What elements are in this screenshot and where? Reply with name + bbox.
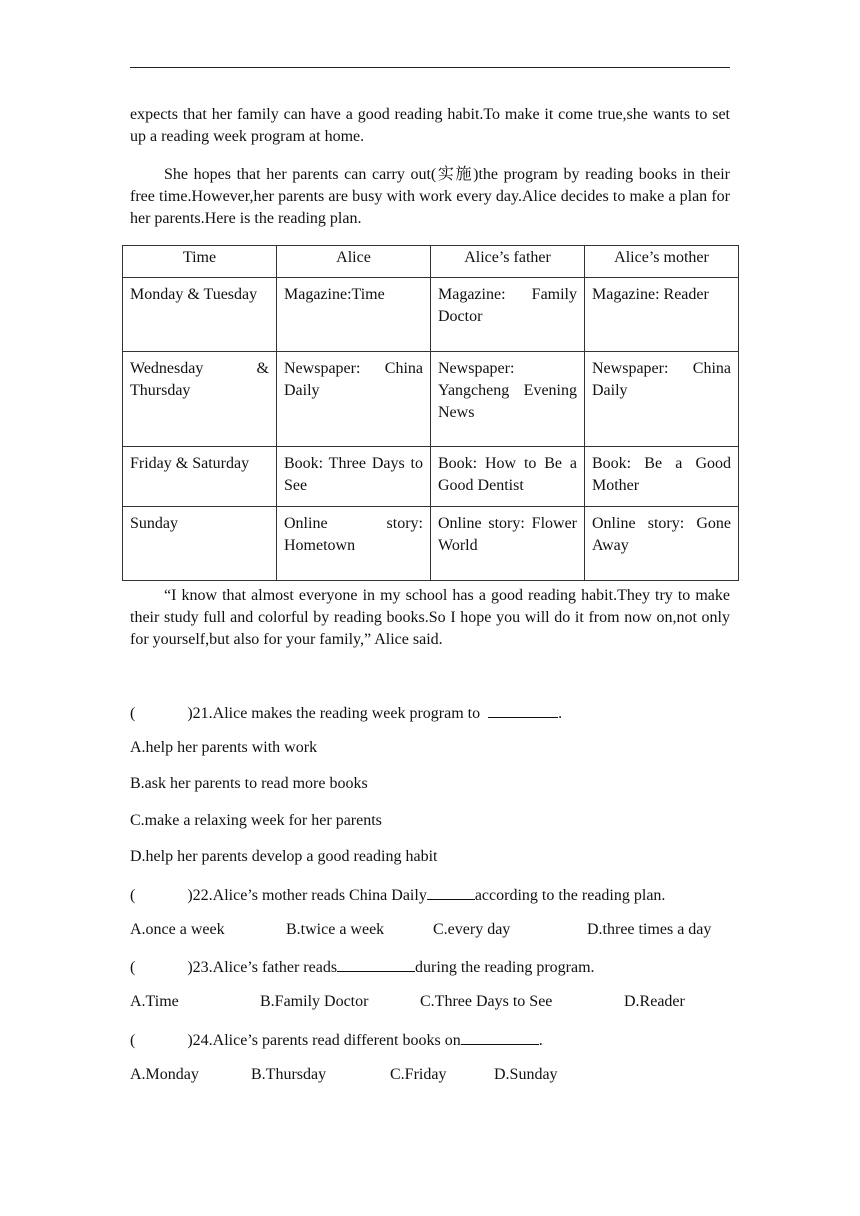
question-after: . [538,1032,543,1049]
table-cell: Magazine: Family Doctor [431,278,585,352]
table-cell: Wednesday & Thursday [123,352,277,447]
option-22-c: C.every day [433,921,511,938]
header-alice: Alice [277,246,431,278]
table-cell: Book: Be a Good Mother [585,447,739,507]
table-cell: Newspaper: China Daily [585,352,739,447]
option-21-c: C.make a relaxing week for her parents [130,812,382,829]
question-stem: )21.Alice makes the reading week program to [187,705,481,722]
closing-paragraph: “I know that almost everyone in my school has a good reading habit.They try to make their study full and colorful by reading books.So I hope you will do it from now on,not only for yourself,but also for your family,” Alice said. [130,587,730,648]
option-21-a: A.help her parents with work [130,739,318,756]
answer-blank [461,1028,539,1045]
option-24-c: C.Friday [390,1066,447,1083]
option-22-b: B.twice a week [286,921,385,938]
question-22 [130,883,665,907]
table-cell: Monday & Tuesday [123,278,277,352]
table-row [123,447,739,507]
question-after: according to the reading plan. [474,887,666,904]
question-24 [130,1028,543,1052]
table-cell: Online story: Flower World [431,507,585,581]
table-cell: Newspaper: China Daily [277,352,431,447]
header-mother: Alice’s mother [585,246,739,278]
table-cell: Magazine: Reader [585,278,739,352]
option-23-d: D.Reader [624,993,685,1010]
answer-paren-open: ( [130,887,136,904]
table-cell: Online story: Gone Away [585,507,739,581]
answer-paren-open: ( [130,959,136,976]
question-after: . [558,705,563,722]
table-cell: Newspaper: Yangcheng Evening News [431,352,585,447]
answer-blank [488,701,558,718]
option-23-a: A.Time [130,993,179,1010]
table-header-row [123,246,739,278]
option-23-b: B.Family Doctor [260,993,369,1010]
table-row [123,507,739,581]
option-24-a: A.Monday [130,1066,199,1083]
header-father: Alice’s father [431,246,585,278]
table-cell: Book: How to Be a Good Dentist [431,447,585,507]
table-cell: Online story: Hometown [277,507,431,581]
reading-plan-table [122,245,739,581]
header-rule [130,67,730,68]
question-23 [130,955,595,979]
option-21-b: B.ask her parents to read more books [130,775,368,792]
table-cell: Magazine:Time [277,278,431,352]
table-row [123,278,739,352]
table-cell: Book: Three Days to See [277,447,431,507]
answer-paren-open: ( [130,705,136,722]
option-24-b: B.Thursday [251,1066,327,1083]
table-row [123,352,739,447]
question-after: during the reading program. [415,959,595,976]
question-21 [130,701,562,725]
answer-paren-open: ( [130,1032,136,1049]
option-24-d: D.Sunday [494,1066,558,1083]
answer-blank [337,955,415,972]
header-time: Time [123,246,277,278]
option-22-d: D.three times a day [587,921,712,938]
option-23-c: C.Three Days to See [420,993,553,1010]
question-stem: )24.Alice’s parents read different books on [187,1032,461,1049]
intro-paragraph-2: She hopes that her parents can carry out(实施)the program by reading books in their free time.However,her parents are busy with work every day.Alice decides to make a plan for her parents.Here is the reading plan. [130,166,730,227]
answer-blank [427,883,475,900]
table-cell: Friday & Saturday [123,447,277,507]
option-21-d: D.help her parents develop a good reading habit [130,848,438,865]
intro-paragraph-1: expects that her family can have a good reading habit.To make it come true,she wants to set up a reading week program at home. [130,106,730,145]
option-22-a: A.once a week [130,921,225,938]
question-stem: )23.Alice’s father reads [187,959,338,976]
question-stem: )22.Alice’s mother reads China Daily [187,887,427,904]
table-cell: Sunday [123,507,277,581]
